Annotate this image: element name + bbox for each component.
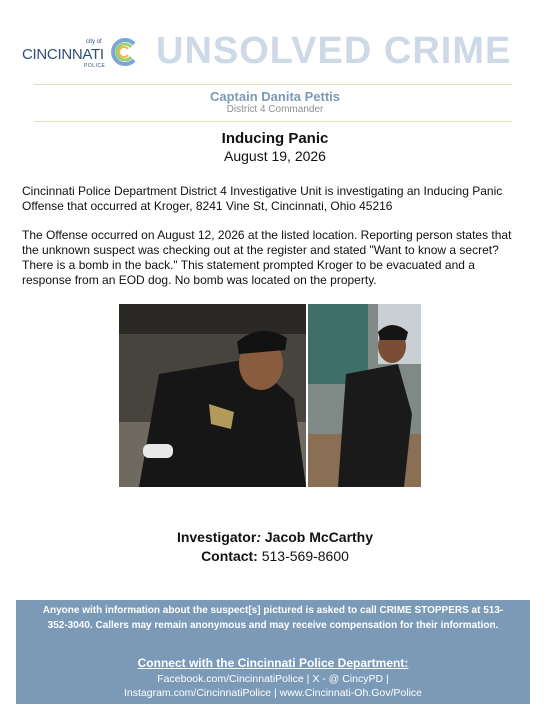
- logo-city-of: city of: [86, 39, 102, 45]
- suspect-photo-close: [119, 304, 306, 487]
- contact-phone: 513-569-8600: [257, 548, 349, 564]
- cincinnati-police-logo: [22, 36, 142, 76]
- commander-role: District 4 Commander: [226, 104, 324, 115]
- divider-bottom: [34, 121, 512, 122]
- investigator-name: Jacob McCarthy: [260, 529, 374, 545]
- crime-stoppers-message: Anyone with information about the suspect[s] pictured is asked to call CRIME STOPPERS at 513-352-3040. Callers may remain anonymous and may receive compensation for their information.: [42, 605, 504, 631]
- offense-heading: Inducing Panic: [221, 130, 329, 147]
- c-swirl-icon: [108, 36, 140, 68]
- commander-name: Captain Danita Pettis: [209, 89, 341, 104]
- social-links-line1[interactable]: Facebook.com/CincinnatiPolice | X - @ CincyPD |: [157, 673, 389, 685]
- social-links-line2[interactable]: Instagram.com/CincinnatiPolice | www.Cincinnati-Oh.Gov/Police: [123, 687, 422, 699]
- contact-line: [0, 548, 550, 564]
- suspect-photo-store: [308, 304, 421, 487]
- notice-date: August 19, 2026: [224, 148, 326, 164]
- divider-top: [34, 84, 512, 85]
- paragraph-description: The Offense occurred on August 12, 2026 at the listed location. Reporting person states that the unknown suspect was checking out at the register and stated "Want to know a secret? There is a bomb in the back." This statement prompted Kroger to be evacuated and a response from an EOD dog. No bomb was located on the property.: [22, 228, 512, 287]
- logo-wordmark: CINCINNATI: [22, 46, 104, 63]
- investigator-colon: :: [256, 529, 261, 545]
- logo-police: POLICE: [84, 63, 106, 69]
- page-title: UNSOLVED CRIME: [156, 30, 512, 72]
- investigator-label: Investigator: [176, 529, 257, 545]
- connect-heading: Connect with the Cincinnati Police Department:: [137, 656, 409, 670]
- social-links: [26, 672, 520, 700]
- investigator-line: [0, 529, 550, 545]
- crime-stoppers-banner: [16, 600, 530, 704]
- paragraph-location: Cincinnati Police Department District 4 Investigative Unit is investigating an Inducing Panic Offense that occurred at Kroger, 8241 Vine St, Cincinnati, Ohio 45216: [22, 184, 503, 213]
- contact-label: Contact:: [201, 548, 258, 564]
